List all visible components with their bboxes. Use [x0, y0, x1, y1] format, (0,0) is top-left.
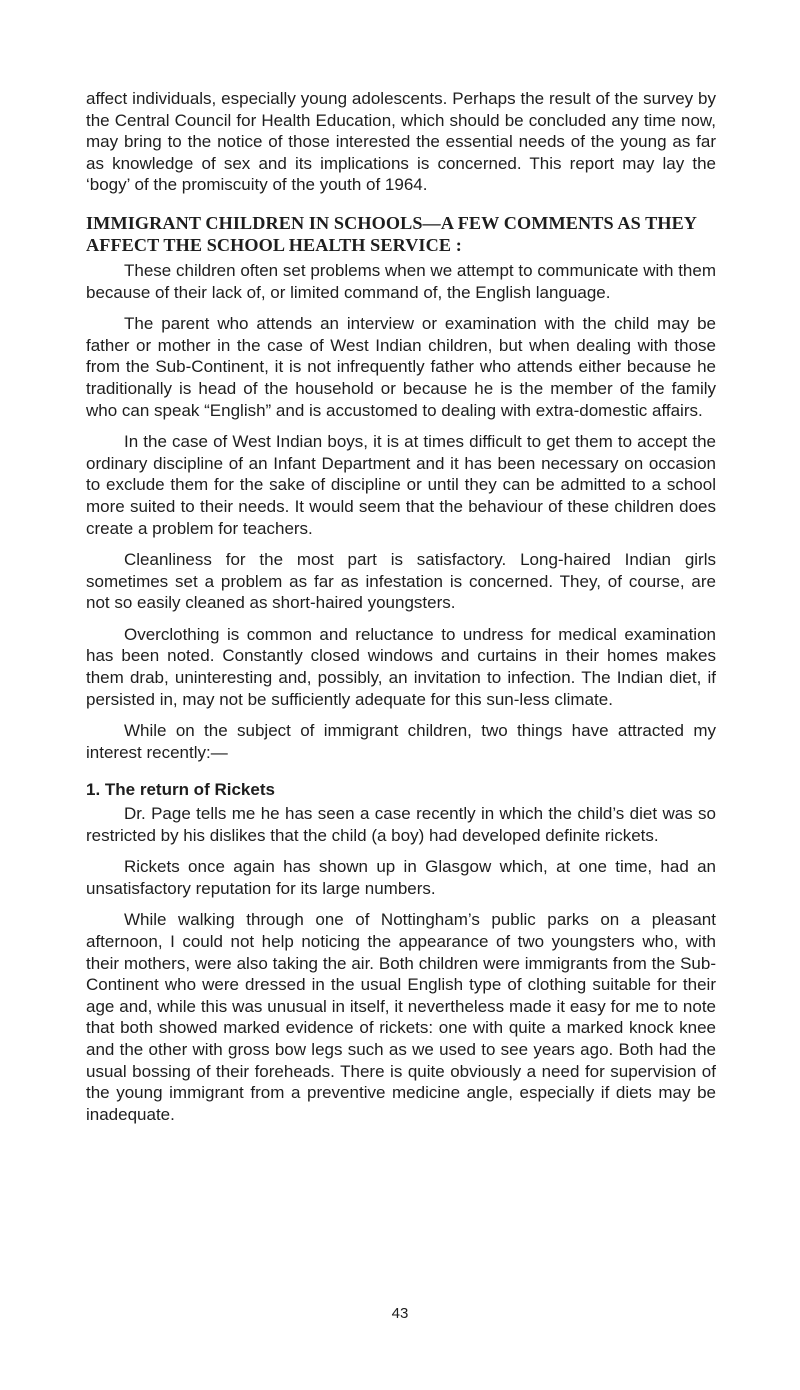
paragraph-parent: The parent who attends an interview or examination with the child may be father or mother in the case of West Indian children, but when dealing with those from the Sub-Continent, it is not infrequently father who attends either because he traditionally is head of the household or because he is the member of the family who can speak “English” and is accustomed to dealing with extra-domestic affairs. [86, 314, 716, 420]
paragraph-discipline: In the case of West Indian boys, it is at times difficult to get them to accept the ordinary discipline of an Infant Department and it has been necessary on occasion to exclude them for the sake of discipline or until they can be admitted to a school more suited to their needs. It would seem that the behaviour of these children does create a problem for teachers. [86, 432, 716, 538]
subheading-rickets: 1. The return of Rickets [86, 780, 275, 800]
paragraph-continuation: affect individuals, especially young adolescents. Perhaps the result of the survey by the Central Council for Health Education, which should be concluded any time now, may bring to the notice of those interested the essential needs of the young as far as knowledge of sex and its implications is concerned. This report may lay the ‘bogy’ of the promiscuity of the youth of 1964. [86, 89, 716, 195]
paragraph-interest: While on the subject of immigrant children, two things have attracted my interest recently:— [86, 721, 716, 762]
page-number: 43 [391, 1305, 409, 1322]
paragraph-communication: These children often set problems when we attempt to communicate with them because of their lack of, or limited command of, the English language. [86, 260, 716, 302]
paragraph-glasgow: Rickets once again has shown up in Glasgow which, at one time, had an unsatisfactory reputation for its large numbers. [86, 857, 716, 898]
paragraph-overclothing: Overclothing is common and reluctance to undress for medical examination has been noted. Constantly closed windows and curtains in their homes makes them drab, uninteresting and, possibly, an invitation to infection. The Indian diet, if persisted in, may not be sufficiently adequate for this sun-less climate. [86, 624, 716, 709]
section-heading: IMMIGRANT CHILDREN IN SCHOOLS—A FEW COMMENTS AS THEY AFFECT THE SCHOOL HEALTH SERVICE : [86, 212, 697, 255]
document-page [86, 88, 716, 1125]
paragraph-cleanliness: Cleanliness for the most part is satisfactory. Long-haired Indian girls sometimes set a problem as far as infestation is concerned. They, of course, are not so easily cleaned as short-haired youngsters. [86, 550, 716, 613]
paragraph-nottingham: While walking through one of Nottingham’s public parks on a pleasant afternoon, I could not help noticing the appearance of two youngsters who, with their mothers, were also taking the air. Both children were immigrants from the Sub-Continent who were dressed in the usual English type of clothing suitable for their age and, while this was unusual in itself, it nevertheless made it easy for me to note that both showed marked evidence of rickets: one with quite a marked knock knee and the other with gross bow legs such as we used to see years ago. Both had the usual bossing of their foreheads. There is quite obviously a need for supervision of the young immigrant from a preventive medicine angle, especially if diets may be inadequate. [86, 910, 716, 1124]
paragraph-dr-page: Dr. Page tells me he has seen a case recently in which the child’s diet was so restricted by his dislikes that the child (a boy) had developed definite rickets. [86, 804, 716, 845]
